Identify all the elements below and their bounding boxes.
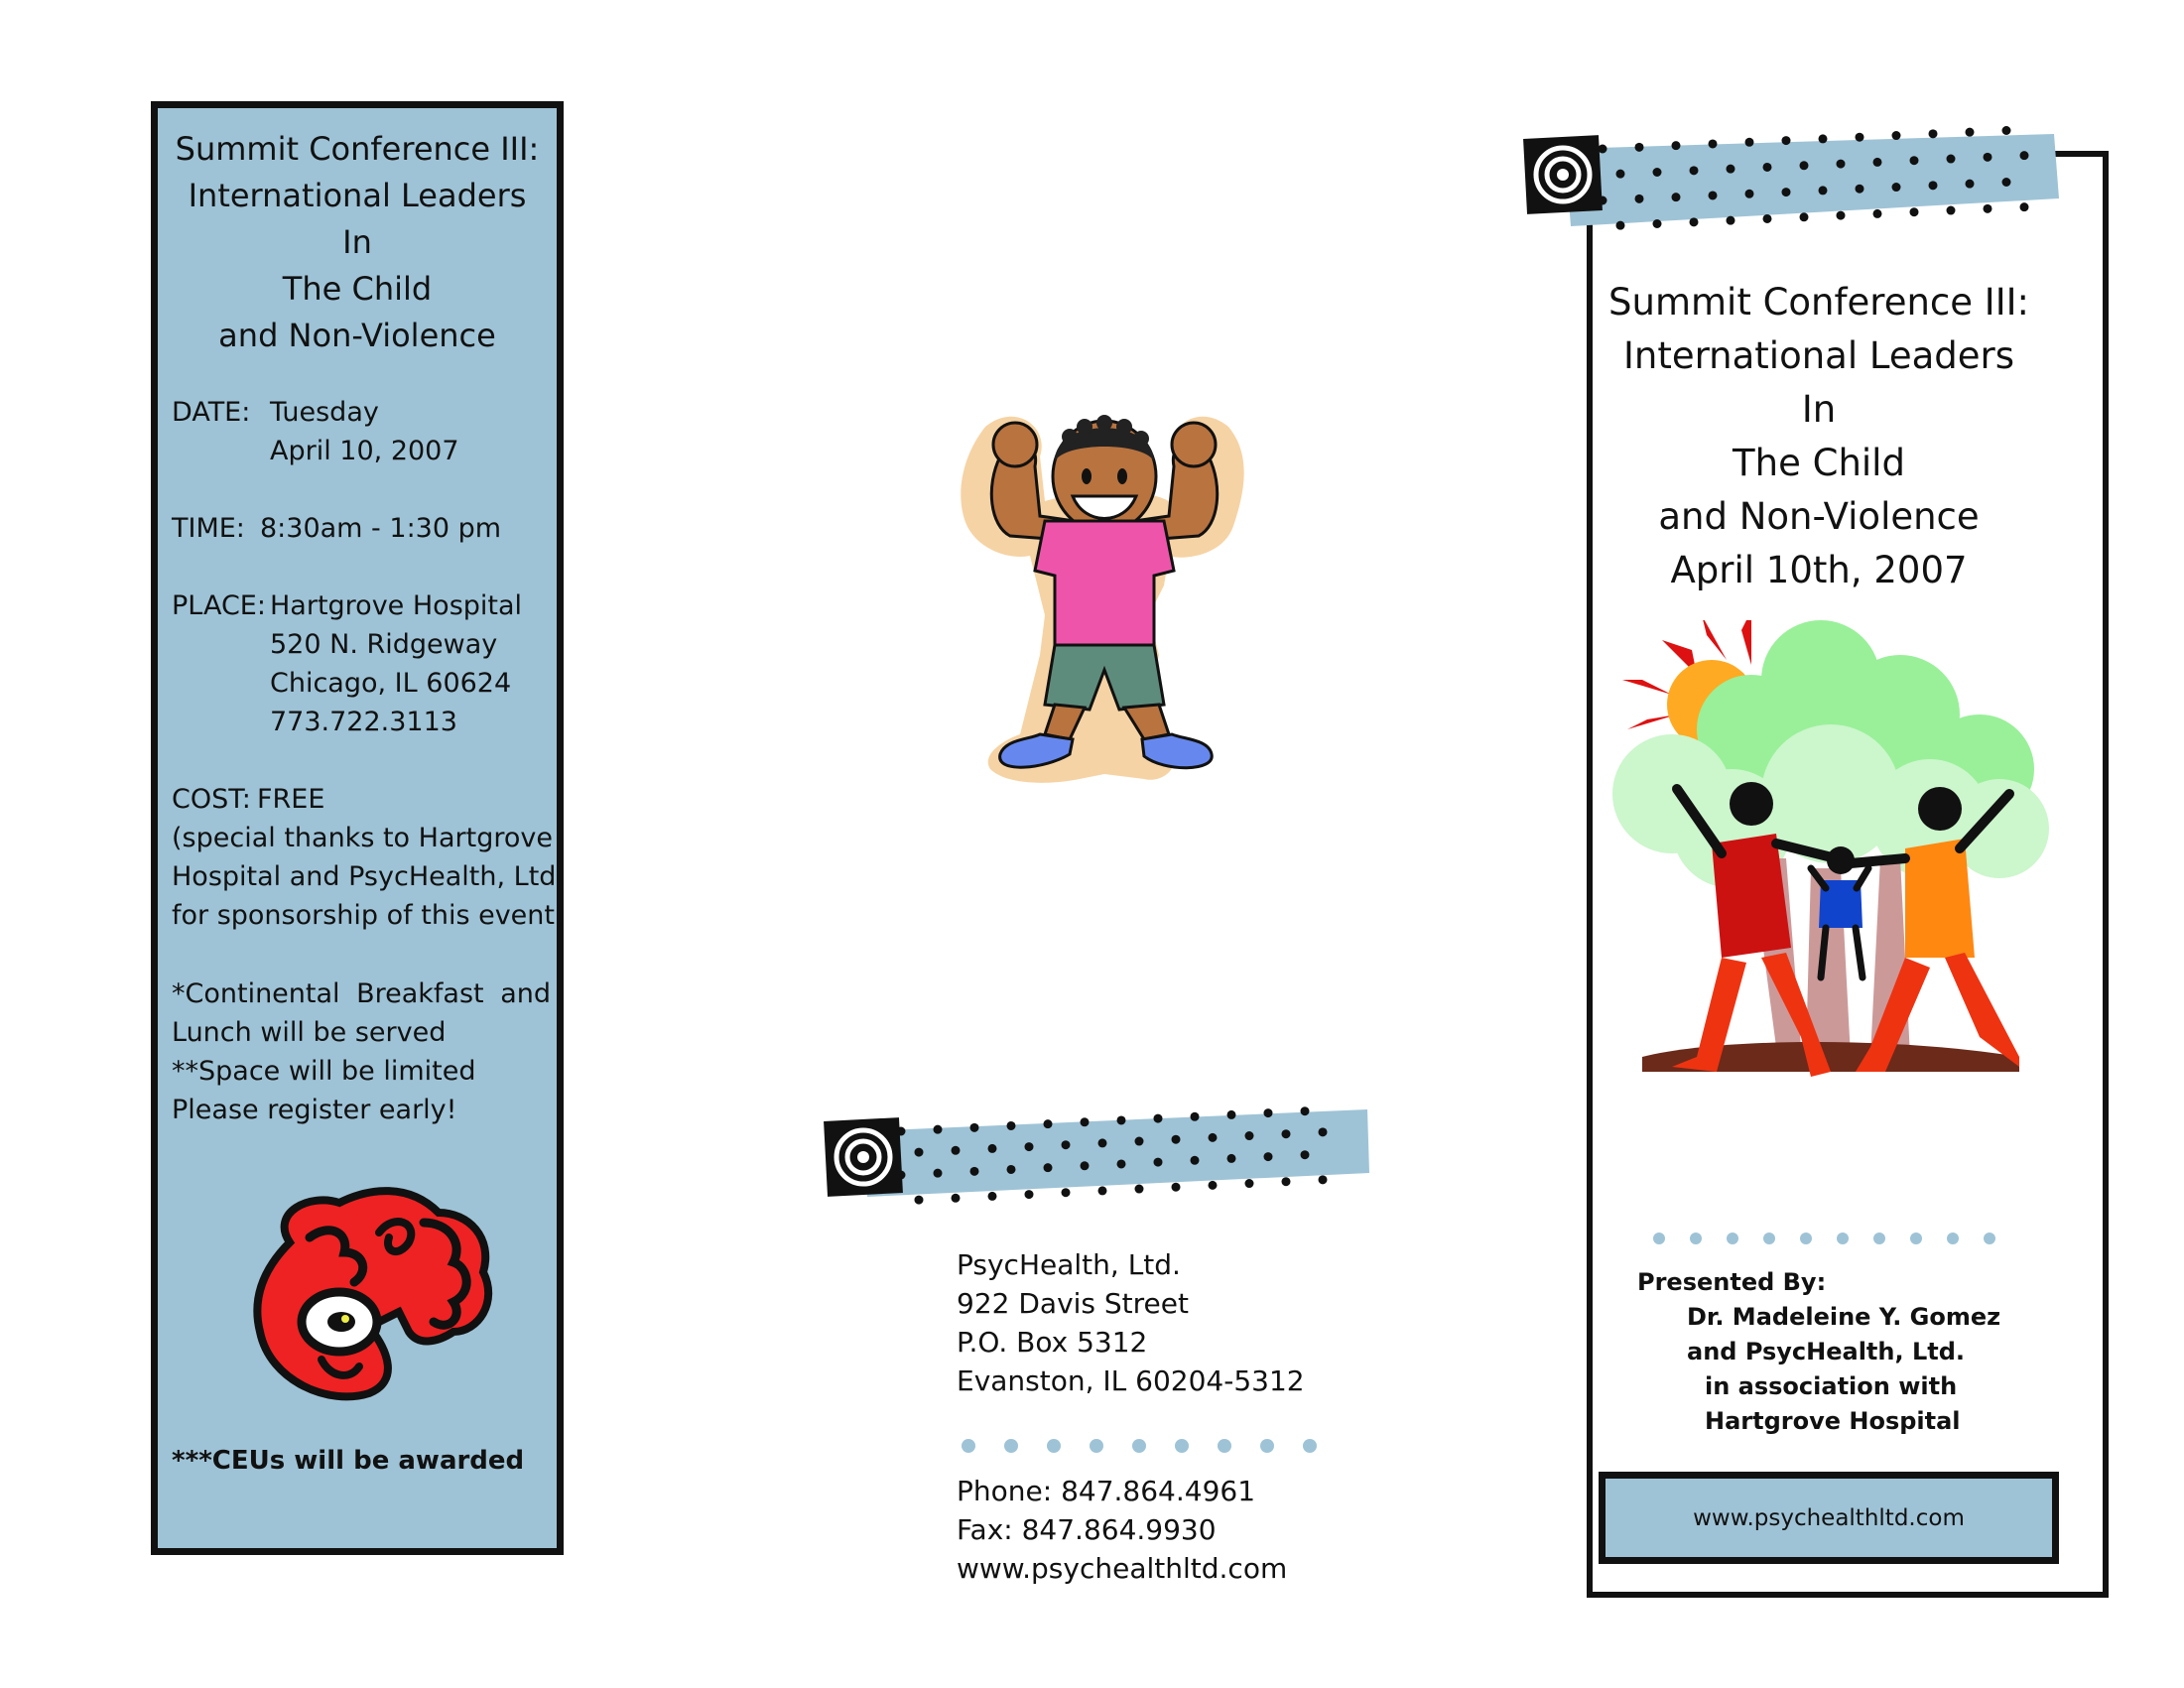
banner-dot <box>952 1194 961 1203</box>
banner-dot <box>2002 178 2011 187</box>
banner-dot <box>1319 1127 1328 1136</box>
banner-dot <box>1117 1115 1126 1124</box>
date-value-day: Tuesday <box>270 397 379 428</box>
banner-dot <box>1672 193 1681 201</box>
banner-dot <box>1727 216 1735 225</box>
left-title <box>158 126 557 359</box>
cover-title-line: In <box>1801 388 1837 431</box>
presenter-line: and PsycHealth, Ltd. <box>1687 1338 1966 1365</box>
banner-dot <box>1782 136 1791 145</box>
banner-dot <box>915 1148 924 1157</box>
banner-dot <box>1984 204 1992 213</box>
presenter-line: in association with <box>1705 1372 1958 1400</box>
banner-dot <box>1800 212 1809 221</box>
cost-note-line: for sponsorship of this event) <box>172 900 566 931</box>
date-value-date: April 10, 2007 <box>270 436 459 466</box>
address-line: 922 Davis Street <box>957 1287 1189 1320</box>
banner-dot <box>1044 1163 1053 1172</box>
fax-line: Fax: 847.864.9930 <box>957 1513 1217 1546</box>
banner-dot <box>1763 163 1772 172</box>
banner-dot <box>1209 1133 1218 1142</box>
time-label: TIME: <box>172 513 245 544</box>
phone-line: Phone: 847.864.4961 <box>957 1475 1256 1507</box>
banner-dot <box>2020 202 2029 211</box>
banner-dot <box>1690 166 1699 175</box>
banner-dot <box>1709 191 1718 199</box>
banner-dot <box>934 1125 943 1134</box>
banner-dot <box>1301 1150 1310 1159</box>
banner-dot <box>1227 1110 1236 1119</box>
banner-dot <box>1947 155 1956 164</box>
banner-dot <box>1135 1137 1144 1146</box>
dot-divider <box>1653 1231 2020 1246</box>
banner-dot <box>1745 190 1754 198</box>
banner-dot <box>1135 1185 1144 1194</box>
banner-dot <box>970 1167 979 1176</box>
banner-dot <box>1966 128 1975 137</box>
presented-by-label: Presented By: <box>1637 1268 1827 1296</box>
banner-dot <box>1873 158 1882 167</box>
left-title-line: International Leaders <box>188 177 527 214</box>
banner-dot <box>1117 1159 1126 1168</box>
banner-dot <box>1782 188 1791 196</box>
banner-dot <box>1856 185 1864 194</box>
banner-dot <box>1819 186 1828 195</box>
banner-dot <box>1191 1112 1200 1121</box>
banner-dot <box>1635 195 1644 203</box>
banner-dot <box>1745 138 1754 147</box>
banner-dot <box>1910 156 1919 165</box>
address-line: Evanston, IL 60204-5312 <box>957 1364 1305 1397</box>
presenter-line: Dr. Madeleine Y. Gomez <box>1687 1303 2001 1331</box>
banner-dot <box>1062 1140 1071 1149</box>
time-value: 8:30am - 1:30 pm <box>260 513 502 544</box>
place-label: PLACE: <box>172 590 266 621</box>
cover-title-line: International Leaders <box>1622 334 2015 377</box>
breakfast-line: *Continental Breakfast and <box>172 978 551 1009</box>
banner-dot <box>1910 207 1919 216</box>
banner-dot <box>2002 126 2011 135</box>
banner-dot <box>934 1169 943 1178</box>
cover-title-line: and Non-Violence <box>1658 495 1980 538</box>
place-line: 520 N. Ridgeway <box>270 629 498 660</box>
spiral-stamp-icon <box>824 1092 1379 1221</box>
presented-by-block <box>1637 1265 2000 1439</box>
breakfast-note <box>172 974 551 1013</box>
telephone-icon <box>250 1183 502 1401</box>
cost-note <box>172 819 566 935</box>
banner-dot <box>1154 1114 1163 1123</box>
banner-dot <box>1098 1186 1107 1195</box>
presenter-line: Hartgrove Hospital <box>1705 1407 1961 1435</box>
banner-dot <box>2020 151 2029 160</box>
banner-dot <box>1007 1121 1016 1130</box>
banner-dot <box>1264 1152 1273 1161</box>
banner-dot <box>1319 1175 1328 1184</box>
address-line: PsycHealth, Ltd. <box>957 1248 1181 1281</box>
lunch-line: Lunch will be served <box>172 1017 447 1048</box>
banner-dot <box>952 1146 961 1155</box>
address-line: P.O. Box 5312 <box>957 1326 1148 1359</box>
banner-dot <box>1191 1156 1200 1165</box>
banner-dot <box>1892 131 1901 140</box>
place-line: 773.722.3113 <box>270 707 457 737</box>
place-line: Hartgrove Hospital <box>270 590 523 621</box>
banner-dot <box>1081 1117 1090 1126</box>
banner-dot <box>1245 1131 1254 1140</box>
banner-dot <box>1635 143 1644 152</box>
banner-dot <box>1856 133 1864 142</box>
banner-dot <box>1616 170 1625 179</box>
place-line: Chicago, IL 60624 <box>270 668 512 699</box>
banner-dot <box>1209 1181 1218 1190</box>
family-tree-icon <box>1603 620 2059 1097</box>
banner-dot <box>1282 1177 1291 1186</box>
banner-dot <box>1837 211 1846 220</box>
banner-dot <box>1172 1135 1181 1144</box>
banner-dot <box>1264 1108 1273 1117</box>
cover-title-line: The Child <box>1733 442 1905 484</box>
banner-dot <box>1873 209 1882 218</box>
banner-dot <box>1947 206 1956 215</box>
banner-dot <box>1044 1119 1053 1128</box>
banner-dot <box>988 1144 997 1153</box>
cover-title-line: Summit Conference III: <box>1608 281 2029 324</box>
cost-note-line: Hospital and PsycHealth, Ltd. <box>172 861 565 892</box>
website-line[interactable]: www.psychealthltd.com <box>957 1552 1288 1585</box>
cover-date: April 10th, 2007 <box>1670 549 1968 591</box>
banner-dot <box>1282 1129 1291 1138</box>
left-title-line: In <box>342 223 372 261</box>
banner-dot <box>1966 180 1975 189</box>
banner-dot <box>1837 160 1846 169</box>
banner-dot <box>1984 153 1992 162</box>
cover-title <box>1588 276 2050 597</box>
ceu-line: ***CEUs will be awarded <box>172 1446 525 1476</box>
space-line: **Space will be limited <box>172 1056 476 1087</box>
banner-dot <box>1007 1165 1016 1174</box>
banner-dot <box>1245 1179 1254 1188</box>
banner-dot <box>1800 161 1809 170</box>
banner-dot <box>1025 1190 1034 1199</box>
banner-dot <box>1616 221 1625 230</box>
banner-dot <box>1929 129 1938 138</box>
banner-dot <box>1690 217 1699 226</box>
banner-dot <box>1653 168 1662 177</box>
left-title-line: The Child <box>282 270 433 308</box>
dot-divider <box>961 1436 1328 1456</box>
spiral-stamp-icon <box>1523 109 2084 238</box>
banner-dot <box>1025 1142 1034 1151</box>
banner-dot <box>1763 214 1772 223</box>
cost-value: FREE <box>257 784 325 815</box>
banner-dot <box>1653 219 1662 228</box>
left-title-line: and Non-Violence <box>218 317 496 354</box>
banner-dot <box>1227 1154 1236 1163</box>
banner-dot <box>988 1192 997 1201</box>
cost-label: COST: <box>172 784 251 815</box>
banner-dot <box>1819 134 1828 143</box>
banner-dot <box>1081 1161 1090 1170</box>
child-flexing-icon <box>946 397 1263 786</box>
banner-dot <box>1154 1158 1163 1167</box>
left-title-line: Summit Conference III: <box>175 130 540 168</box>
banner-dot <box>1727 165 1735 174</box>
banner-dot <box>1172 1183 1181 1192</box>
banner-dot <box>1929 181 1938 190</box>
banner-dot <box>1098 1138 1107 1147</box>
banner-dot <box>1062 1188 1071 1197</box>
cover-website-link[interactable]: www.psychealthltd.com <box>1693 1504 1965 1531</box>
banner-dot <box>915 1196 924 1205</box>
banner-dot <box>1672 141 1681 150</box>
banner-dot <box>970 1123 979 1132</box>
register-line: Please register early! <box>172 1095 457 1125</box>
cost-note-line: (special thanks to Hartgrove <box>172 823 553 853</box>
left-info-panel <box>151 101 564 1555</box>
banner-dot <box>1301 1106 1310 1115</box>
banner-dot <box>1709 139 1718 148</box>
cover-website-box[interactable] <box>1599 1472 2059 1564</box>
banner-dot <box>1892 183 1901 192</box>
date-label: DATE: <box>172 397 251 428</box>
